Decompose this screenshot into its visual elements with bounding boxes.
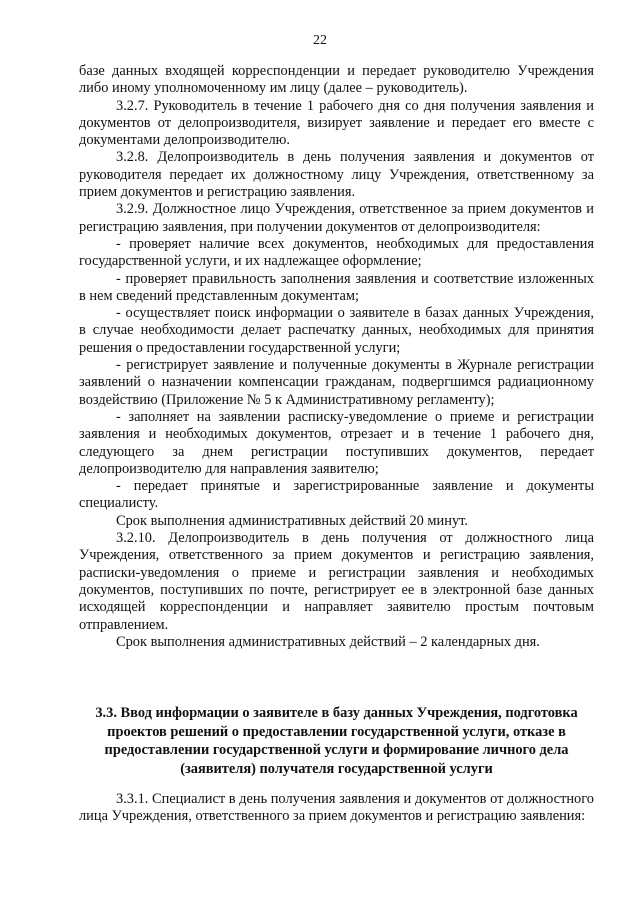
body-text-after-heading <box>79 791 594 826</box>
list-item: - регистрирует заявление и полученные документы в Журнале регистрации заявлений о назначении компенсации гражданам, подвергшимся радиационному воздействию (Приложение № 5 к Административному регламенту); <box>79 357 594 408</box>
paragraph-deadline: Срок выполнения административных действий 20 минут. <box>116 512 468 529</box>
paragraph-3-2-7: 3.2.7. Руководитель в течение 1 рабочего дня со дня получения заявления и документов от делопроизводителя, визирует заявление и передает его вместе с документами делопроизводителю. <box>79 97 594 149</box>
section-heading: 3.3. Ввод информации о заявителе в базу данных Учреждения, подготовка проектов решений о предоставлении государственной услуги, отказе в предоставлении государственной услуги и формирование личного дела (заявителя) получателя государственной услуги <box>95 705 578 777</box>
body-text <box>79 63 594 651</box>
paragraph-3-2-10: 3.2.10. Делопроизводитель в день получения от должностного лица Учреждения, ответственного за прием документов и регистрацию заявления, расписки-уведомления о приеме и регистрации заявления и необходимых документов, поступивших по почте, регистрирует ее в электронной базе данных исходящей корреспонденции и направляет заявителю простым почтовым отправлением. <box>79 530 594 633</box>
list-item: - передает принятые и зарегистрированные заявление и документы специалисту. <box>79 478 594 512</box>
list-item: - проверяет правильность заполнения заявления и соответствие изложенных в нем сведений представленным документам; <box>79 270 594 304</box>
list-item: - проверяет наличие всех документов, необходимых для предоставления государственной услуги, и их надлежащее оформление; <box>79 235 594 270</box>
paragraph-continuation: базе данных входящей корреспонденции и передает руководителю Учреждения либо иному уполномоченному им лицу (далее – руководитель). <box>79 63 594 97</box>
paragraph-3-3-1: 3.3.1. Специалист в день получения заявления и документов от должностного лица Учреждения, ответственного за прием документов и регистрацию заявления: <box>79 791 594 825</box>
list-item: - осуществляет поиск информации о заявителе в базах данных Учреждения, в случае необходимости делает распечатку данных, необходимых для принятия решения о предоставлении государственной услуги; <box>79 305 594 356</box>
page-number: 22 <box>313 33 327 48</box>
paragraph-3-2-9: 3.2.9. Должностное лицо Учреждения, ответственное за прием документов и регистрацию заявления, при получении документов от делопроизводителя: <box>79 201 594 235</box>
list-item: - заполняет на заявлении расписку-уведомление о приеме и регистрации заявления и необходимых документов, отрезает и в течение 1 рабочего дня, следующего за днем регистрации поступивших документов, передает делопроизводителю для направления заявителю; <box>79 408 594 477</box>
paragraph-3-2-8: 3.2.8. Делопроизводитель в день получения заявления и документов от руководителя передает их должностному лицу Учреждения, ответственному за прием документов и регистрацию заявления. <box>79 149 594 201</box>
paragraph-deadline: Срок выполнения административных действий – 2 календарных дня. <box>116 633 540 650</box>
